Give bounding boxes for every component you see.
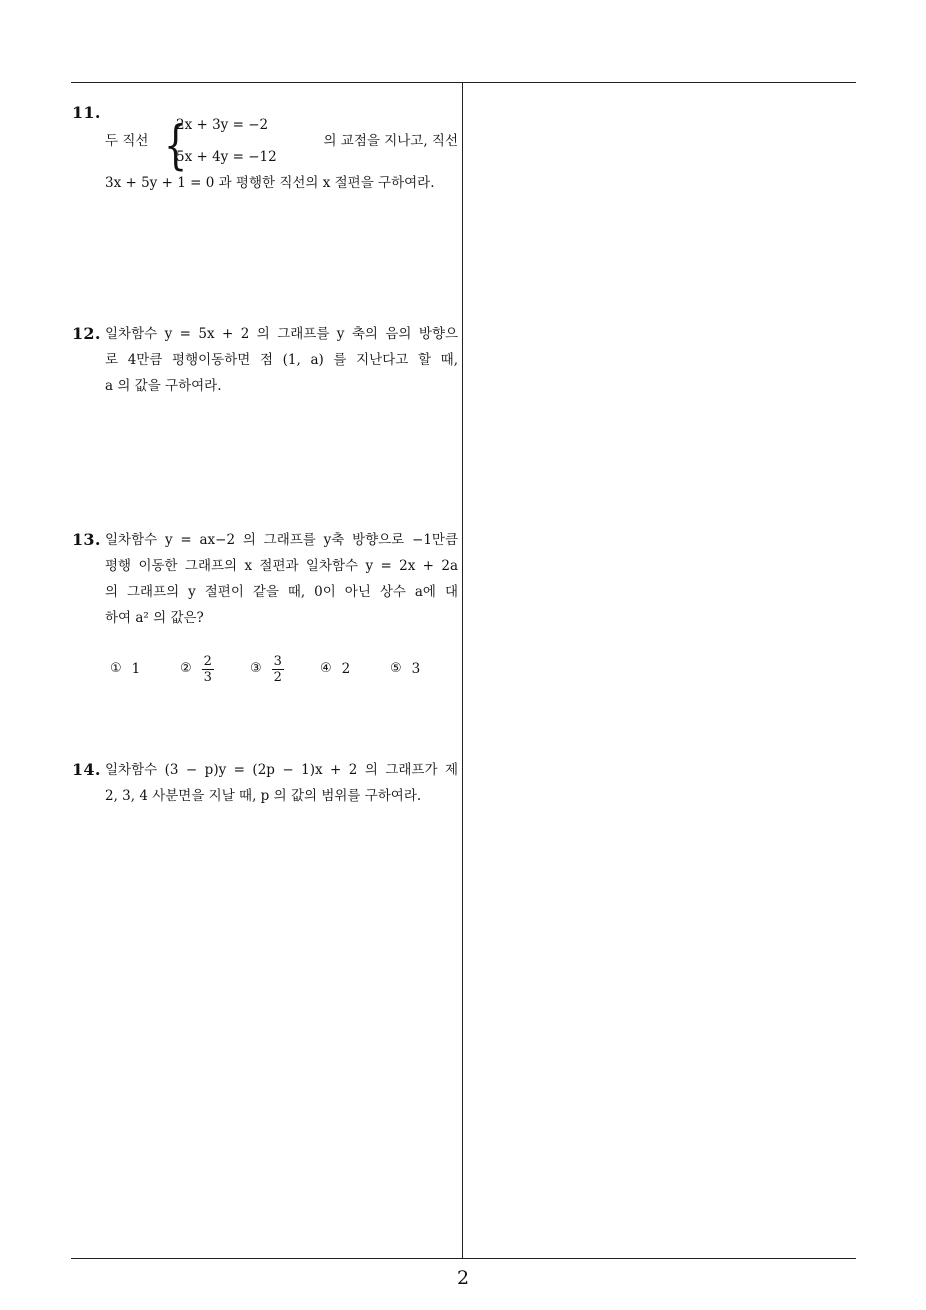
choice-4[interactable] [320,649,350,689]
question-text-line: 일차함수 (3 − p)y = (2p − 1)x + 2 의 그래프가 제 [105,762,458,778]
choice-1[interactable] [110,649,140,689]
fraction-numerator: 2 [203,653,212,669]
question-text: 3x + 5y + 1 = 0 과 평행한 직선의 x 절편을 구하여라. [105,175,435,191]
system-equation-2: 5x + 4y = −12 [176,149,277,165]
question-text-line: 의 그래프의 y 절편이 같을 때, 0이 아닌 상수 a에 대 [105,584,458,600]
question-number: 13. [72,530,101,549]
question-text-line: 로 4만큼 평행이동하면 점 (1, a) 를 지난다고 할 때, [105,352,458,368]
question-11 [72,100,458,200]
choice-marker: ④ [320,661,332,676]
choice-marker: ③ [250,661,262,676]
question-number: 14. [72,760,101,779]
fraction [272,654,284,685]
question-number: 12. [72,324,101,343]
column-divider [462,83,463,1258]
question-text-line: 일차함수 y = 5x + 2 의 그래프를 y 축의 음의 방향으 [105,326,458,342]
question-12 [72,321,458,411]
choice-marker: ② [180,661,192,676]
page-number: 2 [456,1267,470,1289]
fraction [202,654,214,685]
question-number: 11. [72,103,101,122]
question-text: 의 교점을 지나고, 직선 [323,133,458,149]
fraction-denominator: 3 [203,669,212,685]
question-text-line: 일차함수 y = ax−2 의 그래프를 y축 방향으로 −1만큼 [105,532,458,548]
fraction-numerator: 3 [273,653,282,669]
fraction-denominator: 2 [273,669,282,685]
question-13 [72,527,458,697]
choice-value: 2 [341,661,351,677]
choice-value: 3 [411,661,421,677]
system-equation-1: 2x + 3y = −2 [176,117,269,133]
question-text-line: 하여 a² 의 값은? [105,610,204,626]
choice-marker: ① [110,661,122,676]
bottom-rule [71,1258,856,1259]
question-text-line: 2, 3, 4 사분면을 지날 때, p 의 값의 범위를 구하여라. [105,788,422,804]
choice-value: 1 [131,661,141,677]
top-rule [71,82,856,83]
question-text-line: 평행 이동한 그래프의 x 절편과 일차함수 y = 2x + 2a [105,558,458,574]
choice-3[interactable] [250,649,284,689]
question-text: 두 직선 [105,133,149,149]
choice-2[interactable] [180,649,214,689]
choice-marker: ⑤ [390,661,402,676]
answer-choices [110,649,440,689]
choice-5[interactable] [390,649,420,689]
question-text-line: a 의 값을 구하여라. [105,378,222,394]
question-14 [72,757,458,817]
brace-symbol: { [164,116,188,176]
